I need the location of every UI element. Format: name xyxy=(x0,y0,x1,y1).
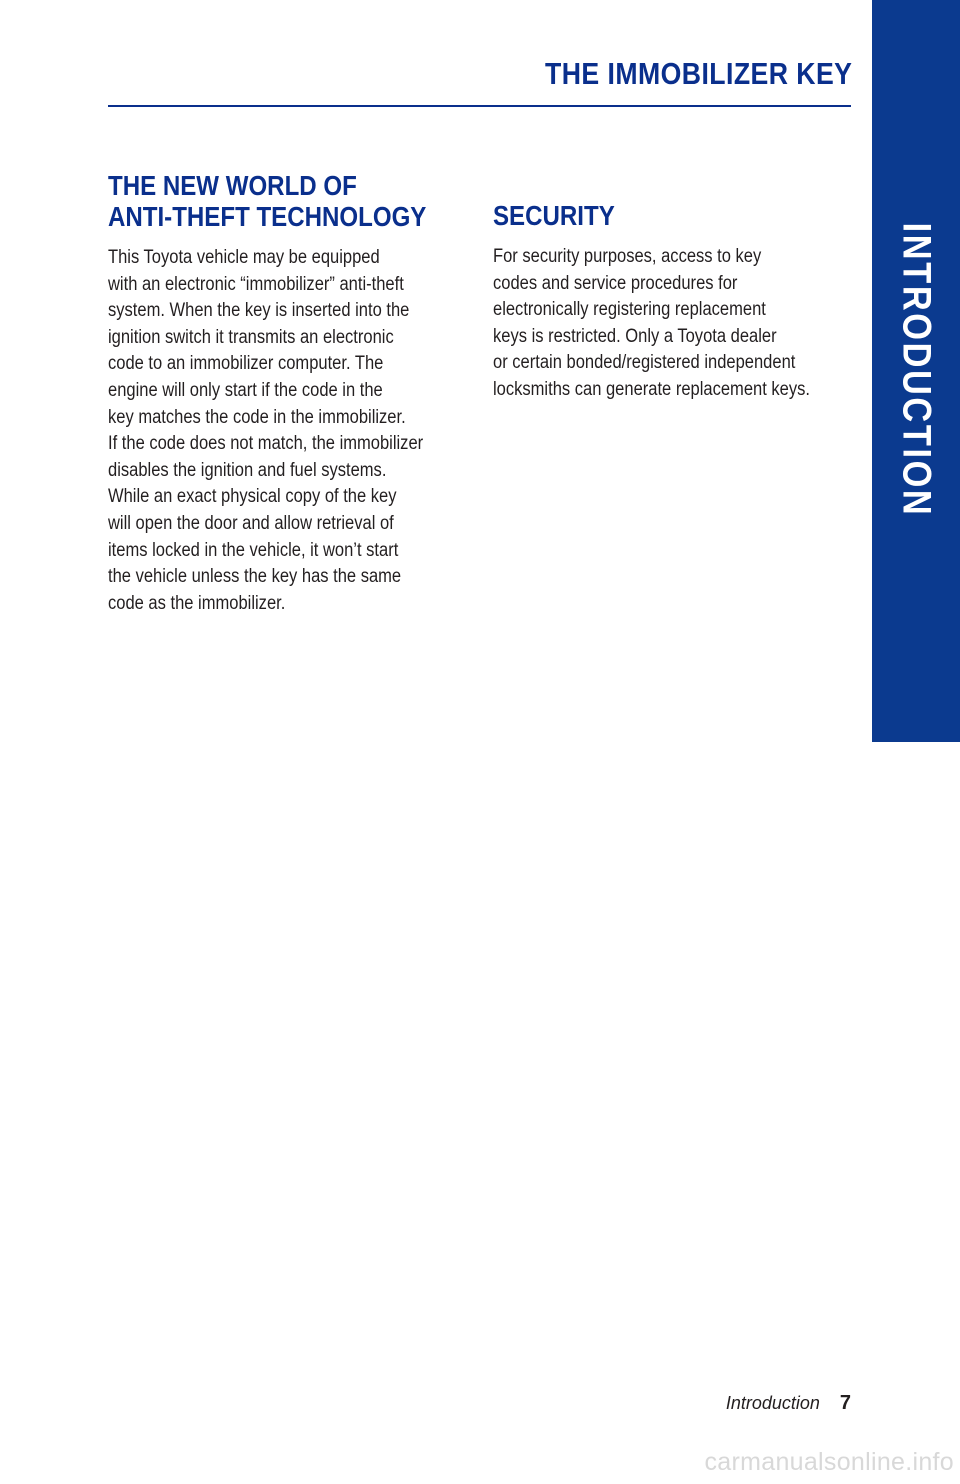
chapter-side-tab xyxy=(872,0,960,742)
section-title: SECURITY xyxy=(493,200,615,231)
page-footer xyxy=(726,1392,851,1415)
section-body: For security purposes, access to key codes and service procedures for electronically registering replacement keys is restricted. Only a Toyota dealer or certain bonded/registered independent locksmiths can generate replacement keys. xyxy=(493,246,810,400)
header-divider xyxy=(108,105,851,107)
page-number: 7 xyxy=(839,1392,851,1414)
section-security xyxy=(493,200,843,404)
section-title: THE NEW WORLD OF ANTI-THEFT TECHNOLOGY xyxy=(108,170,427,232)
page-header-title: THE IMMOBILIZER KEY xyxy=(544,56,852,91)
footer-section-name: Introduction xyxy=(725,1393,820,1413)
section-body: This Toyota vehicle may be equipped with an electronic “immobilizer” anti-theft system. When the key is inserted into the ignition switch it transmits an electronic code to an immobilizer computer. The engine will only start if the code in the key matches the code in the immobilizer. If the code does not match, the immobilizer disables the ignition and fuel systems. While an exact physical copy of the key will open the door and allow retrieval of items locked in the vehicle, it won’t start the vehicle unless the key has the same code as the immobilizer. xyxy=(108,247,424,614)
watermark: carmanualsonline.info xyxy=(704,1448,954,1476)
chapter-tab-label: INTRODUCTION xyxy=(894,222,939,518)
section-anti-theft xyxy=(108,170,458,617)
